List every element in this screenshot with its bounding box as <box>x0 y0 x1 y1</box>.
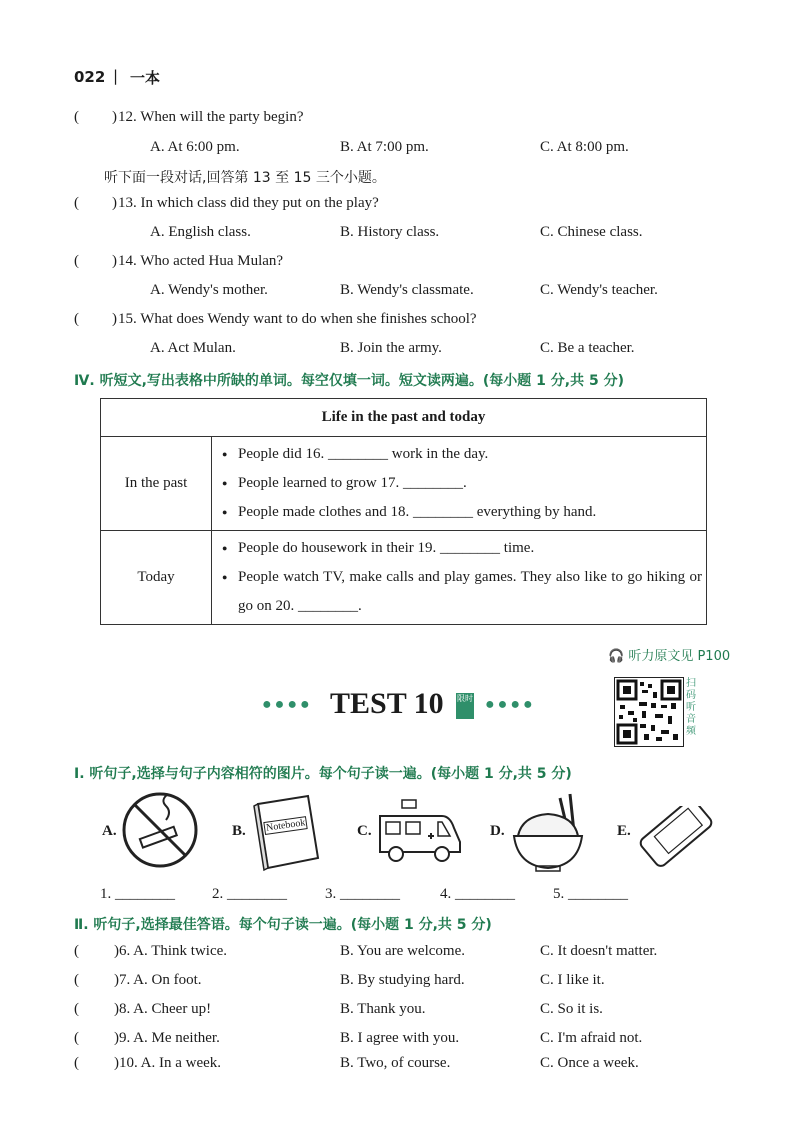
answer-blank-4[interactable]: 4. ________ <box>440 886 515 902</box>
mobile-phone-picture <box>638 806 722 873</box>
option-c: C. Be a teacher. <box>540 340 635 356</box>
option-b: B. I agree with you. <box>340 1030 460 1046</box>
life-table <box>100 398 707 625</box>
picture-label-a: A. <box>102 823 117 839</box>
answer-paren: ( <box>74 943 79 959</box>
qr-side-label: 扫码听音频 <box>686 678 696 737</box>
header-separator: | <box>113 67 119 85</box>
picture-label-d: D. <box>490 823 505 839</box>
table-title: Life in the past and today <box>101 399 707 437</box>
answer-paren-close: ) <box>112 109 117 125</box>
answer-paren: ( <box>74 1055 79 1071</box>
past-item: ● People did 16. ________ work in the day. <box>212 440 706 469</box>
today-item: ● People watch TV, make calls and play games. They also like to go hiking or go on 20. ________. <box>212 563 706 621</box>
listening-reference[interactable] <box>608 645 730 664</box>
question-14: 14. Who acted Hua Mulan? <box>118 253 284 269</box>
question-13: 13. In which class did they put on the play? <box>118 195 379 211</box>
answer-paren-close: ) <box>112 253 117 269</box>
option-b: B. At 7:00 pm. <box>340 139 429 155</box>
answer-blank-3[interactable]: 3. ________ <box>325 886 400 902</box>
past-item: ● People learned to grow 17. ________. <box>212 469 706 498</box>
option-a: A. At 6:00 pm. <box>150 139 240 155</box>
option-c: C. So it is. <box>540 1001 603 1017</box>
notebook-text: Notebook <box>263 816 308 835</box>
answer-blank-1[interactable]: 1. ________ <box>100 886 175 902</box>
time-limit-badge: 限时 <box>456 693 474 719</box>
mobile-phone-icon <box>638 806 722 868</box>
answer-paren-close: ) <box>112 311 117 327</box>
option-c: C. Wendy's teacher. <box>540 282 658 298</box>
answer-paren: ( <box>74 1001 79 1017</box>
page-number: 022 <box>74 68 106 86</box>
picture-label-c: C. <box>357 823 372 839</box>
section-1-heading: Ⅰ. 听句子,选择与句子内容相符的图片。每个句子读一遍。(每小题 1 分,共 5 分) <box>74 766 572 782</box>
qr-code[interactable] <box>614 677 684 747</box>
section-4-heading: Ⅳ. 听短文,写出表格中所缺的单词。每空仅填一词。短文读两遍。(每小题 1 分,共 5 分) <box>74 373 624 389</box>
option-a: A. English class. <box>150 224 251 240</box>
option-b: B. Join the army. <box>340 340 442 356</box>
brand-name: 一本 <box>130 69 161 87</box>
option-a: A. Act Mulan. <box>150 340 236 356</box>
question-10: )10. A. In a week. <box>114 1055 222 1071</box>
rice-bowl-icon <box>510 792 586 874</box>
no-smoking-picture <box>120 790 200 875</box>
decor-dots-right: ●●●● <box>485 696 536 713</box>
section-2-heading: Ⅱ. 听句子,选择最佳答语。每个句子读一遍。(每小题 1 分,共 5 分) <box>74 917 492 933</box>
option-a: A. Wendy's mother. <box>150 282 268 298</box>
picture-label-b: B. <box>232 823 246 839</box>
option-c: C. It doesn't matter. <box>540 943 658 959</box>
listening-reference-text: 听力原文见 P100 <box>628 649 731 664</box>
question-8: )8. A. Cheer up! <box>114 1001 212 1017</box>
option-b: B. You are welcome. <box>340 943 465 959</box>
notebook-icon <box>252 792 322 872</box>
answer-paren: ( <box>74 195 79 211</box>
option-b: B. Two, of course. <box>340 1055 451 1071</box>
option-c: C. I'm afraid not. <box>540 1030 643 1046</box>
past-item: ● People made clothes and 18. ________ everything by hand. <box>212 498 706 527</box>
no-smoking-icon <box>120 790 200 870</box>
answer-blank-2[interactable]: 2. ________ <box>212 886 287 902</box>
notebook-picture <box>252 792 322 877</box>
answer-paren: ( <box>74 109 79 125</box>
question-15: 15. What does Wendy want to do when she finishes school? <box>118 311 477 327</box>
picture-label-e: E. <box>617 823 631 839</box>
option-c: C. I like it. <box>540 972 605 988</box>
option-b: B. History class. <box>340 224 440 240</box>
question-6: )6. A. Think twice. <box>114 943 228 959</box>
question-12: 12. When will the party begin? <box>118 109 304 125</box>
option-c: C. At 8:00 pm. <box>540 139 629 155</box>
option-c: C. Chinese class. <box>540 224 643 240</box>
headphones-icon: 🎧 <box>608 649 625 664</box>
ambulance-icon <box>376 798 466 864</box>
option-c: C. Once a week. <box>540 1055 639 1071</box>
rice-bowl-picture <box>510 792 586 879</box>
answer-paren: ( <box>74 1030 79 1046</box>
ambulance-picture <box>376 798 466 869</box>
instruction-13-15: 听下面一段对话,回答第 13 至 15 三个小题。 <box>104 170 386 186</box>
answer-blank-5[interactable]: 5. ________ <box>553 886 628 902</box>
answer-paren: ( <box>74 311 79 327</box>
decor-dots-left: ●●●● <box>262 696 313 713</box>
answer-paren: ( <box>74 972 79 988</box>
question-9: )9. A. Me neither. <box>114 1030 220 1046</box>
qr-code-icon <box>615 678 683 746</box>
answer-paren: ( <box>74 253 79 269</box>
option-b: B. By studying hard. <box>340 972 465 988</box>
today-item: ● People do housework in their 19. ________ time. <box>212 534 706 563</box>
test-title: TEST 10 <box>330 687 444 720</box>
row-label-today: Today <box>101 531 212 625</box>
row-label-past: In the past <box>101 437 212 531</box>
option-b: B. Thank you. <box>340 1001 426 1017</box>
answer-paren-close: ) <box>112 195 117 211</box>
question-7: )7. A. On foot. <box>114 972 202 988</box>
option-b: B. Wendy's classmate. <box>340 282 474 298</box>
